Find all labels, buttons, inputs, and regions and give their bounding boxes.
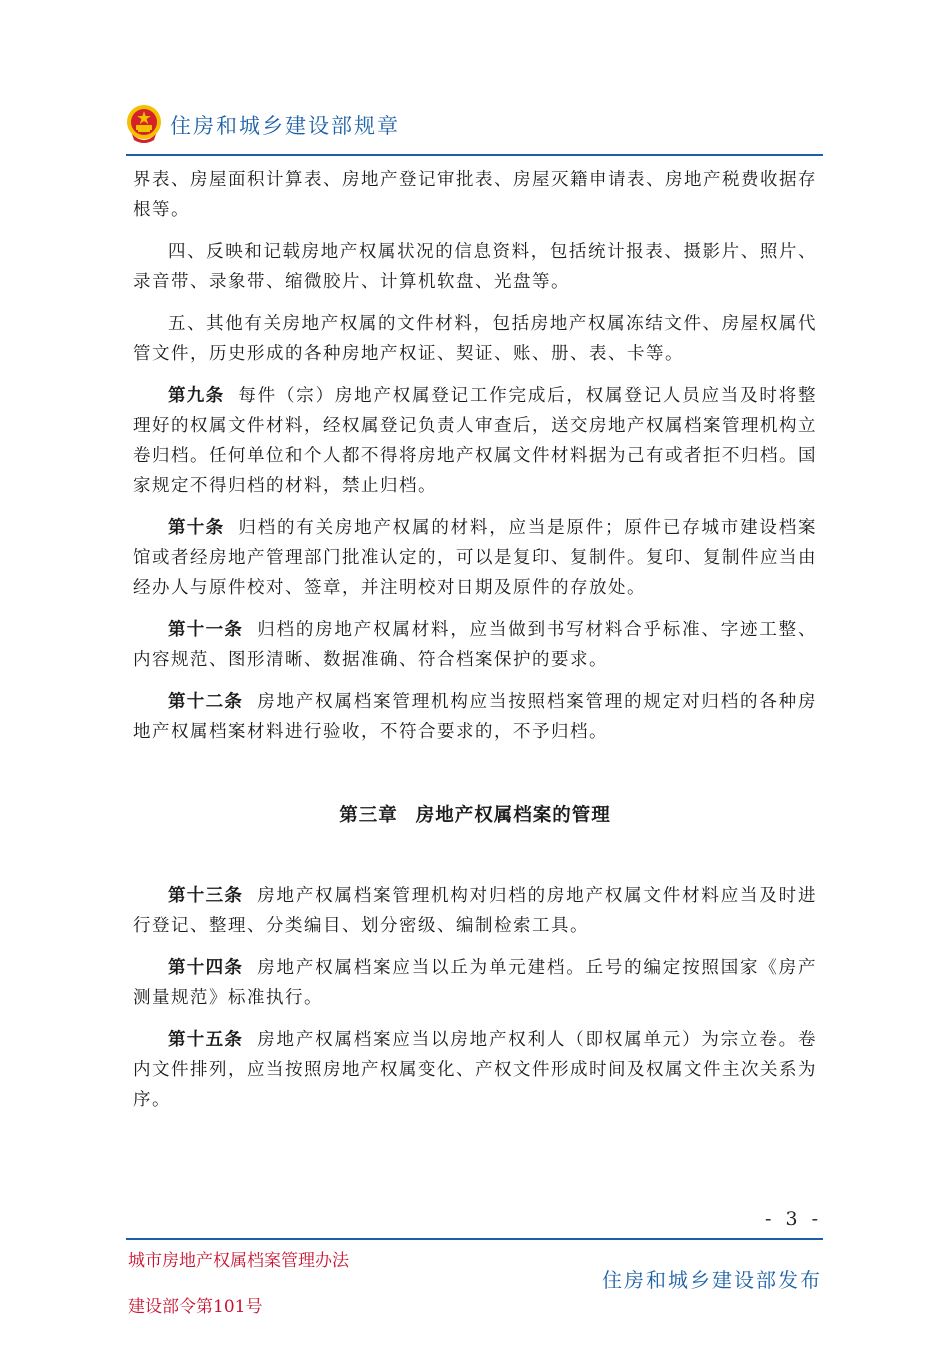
footer-divider [126, 1238, 823, 1240]
chapter-title: 房地产权属档案的管理 [415, 805, 611, 826]
article-label: 第十二条 [168, 692, 244, 712]
page-number: - 3 - [764, 1208, 822, 1230]
article-11 [133, 615, 817, 675]
article-label: 第十条 [168, 518, 225, 538]
article-text: 房地产权属档案管理机构对归档的房地产权属文件材料应当及时进行登记、整理、分类编目、划分密级、编制检索工具。 [133, 886, 817, 936]
article-text: 房地产权属档案应当以丘为单元建档。丘号的编定按照国家《房产测量规范》标准执行。 [133, 958, 817, 1008]
article-label: 第十五条 [168, 1030, 244, 1050]
article-text: 归档的有关房地产权属的材料，应当是原件；原件已存城市建设档案馆或者经房地产管理部门批准认定的，可以是复印、复制件。复印、复制件应当由经办人与原件校对、签章，并注明校对日期及原件的存放处。 [133, 518, 817, 598]
paragraph: 五、其他有关房地产权属的文件材料，包括房地产权属冻结文件、房屋权属代管文件，历史形成的各种房地产权证、契证、账、册、表、卡等。 [133, 314, 817, 364]
header-title: 住房和城乡建设部规章 [170, 114, 400, 138]
document-body [133, 165, 817, 1127]
article-13 [133, 881, 817, 941]
header-divider [126, 154, 823, 156]
article-label: 第九条 [168, 386, 225, 406]
paragraph: 界表、房屋面积计算表、房地产登记审批表、房屋灭籍申请表、房地产税费收据存根等。 [133, 170, 817, 220]
article-label: 第十一条 [168, 620, 244, 640]
article-text: 归档的房地产权属材料，应当做到书写材料合乎标准、字迹工整、内容规范、图形清晰、数据准确、符合档案保护的要求。 [133, 620, 817, 670]
article-9 [133, 381, 817, 501]
article-14 [133, 953, 817, 1013]
article-12 [133, 687, 817, 747]
article-label: 第十四条 [168, 958, 244, 978]
article-10 [133, 513, 817, 603]
national-emblem-icon [126, 104, 162, 144]
footer-document-title: 城市房地产权属档案管理办法 [128, 1251, 349, 1271]
paragraph: 四、反映和记载房地产权属状况的信息资料，包括统计报表、摄影片、照片、录音带、录象带、缩微胶片、计算机软盘、光盘等。 [133, 242, 817, 292]
article-text: 房地产权属档案应当以房地产权利人（即权属单元）为宗立卷。卷内文件排列，应当按照房地产权属变化、产权文件形成时间及权属文件主次关系为序。 [133, 1030, 817, 1110]
chapter-number: 第三章 [339, 805, 398, 826]
page-header [126, 100, 823, 156]
footer-publisher: 住房和城乡建设部发布 [602, 1268, 822, 1292]
article-text: 每件（宗）房地产权属登记工作完成后，权属登记人员应当及时将整理好的权属文件材料，经权属登记负责人审查后，送交房地产权属档案管理机构立卷归档。任何单位和个人都不得将房地产权属文件材料据为己有或者拒不归档。国家规定不得归档的材料，禁止归档。 [133, 386, 817, 496]
article-text: 房地产权属档案管理机构应当按照档案管理的规定对归档的各种房地产权属档案材料进行验收，不符合要求的，不予归档。 [133, 692, 817, 742]
footer-order-number: 建设部令第101号 [128, 1297, 263, 1317]
article-15 [133, 1025, 817, 1115]
chapter-heading [133, 801, 817, 827]
article-label: 第十三条 [168, 886, 244, 906]
